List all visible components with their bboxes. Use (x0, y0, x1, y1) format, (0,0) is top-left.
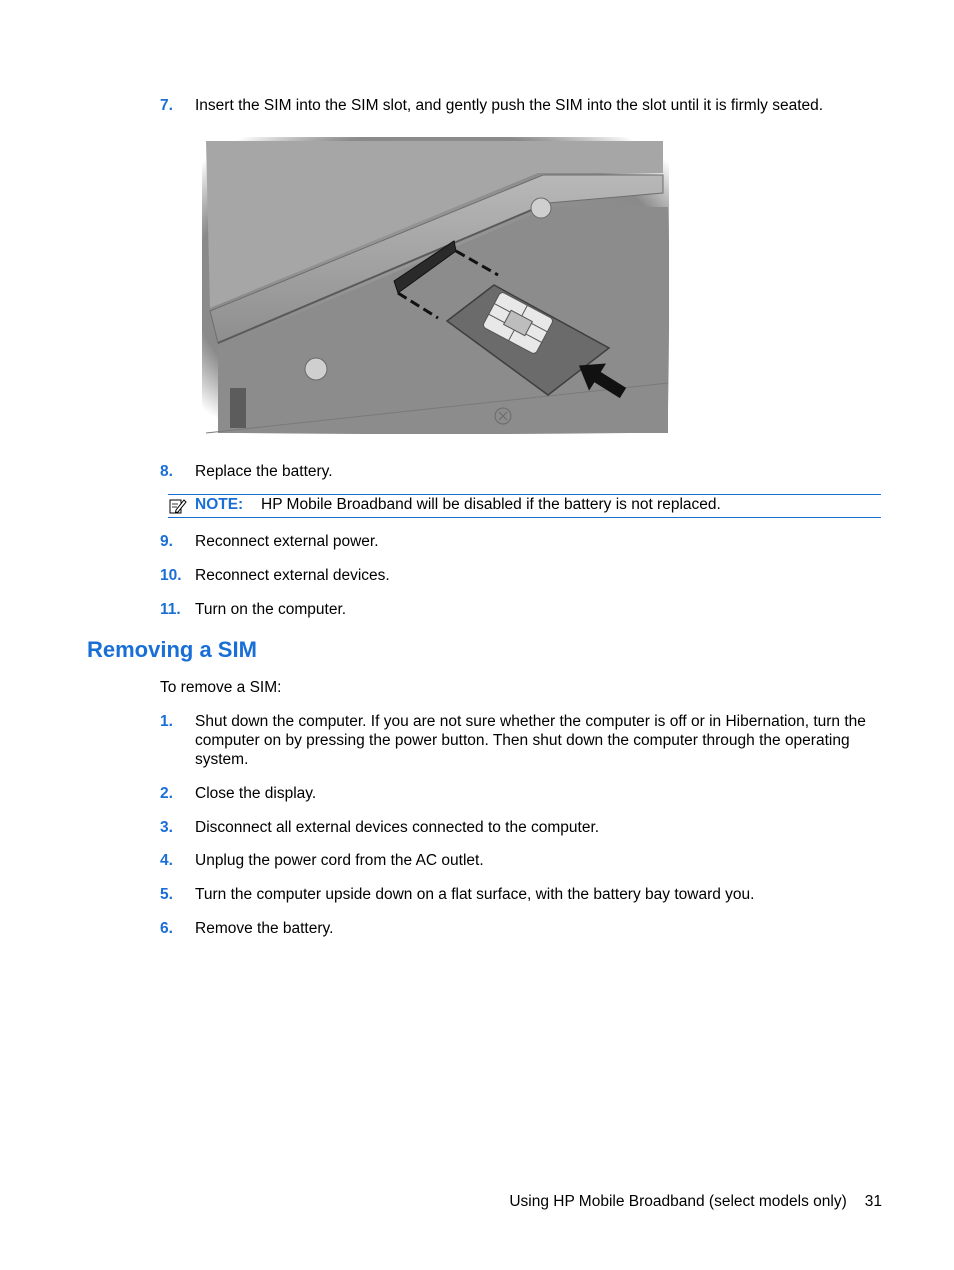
step-number: 7. (160, 97, 173, 114)
step-text: Remove the battery. (195, 920, 334, 937)
step-number: 1. (160, 713, 173, 730)
step-number: 11. (160, 601, 181, 618)
step-text: Reconnect external devices. (195, 567, 390, 584)
step-number: 5. (160, 886, 173, 903)
step-number: 6. (160, 920, 173, 937)
step-text: Insert the SIM into the SIM slot, and gently push the SIM into the slot until it is firmly seated. (195, 97, 824, 114)
step-text: Turn the computer upside down on a flat surface, with the battery bay toward you. (195, 886, 755, 903)
note-text: HP Mobile Broadband will be disabled if the battery is not replaced. (261, 496, 721, 513)
note-box (168, 494, 881, 518)
step-text: Turn on the computer. (195, 601, 347, 618)
section-heading: Removing a SIM (87, 637, 257, 662)
page-footer (509, 1193, 882, 1211)
step-number: 8. (160, 463, 173, 480)
page-number: 31 (864, 1193, 882, 1210)
step-text: Disconnect all external devices connected to the computer. (195, 819, 600, 836)
sim-insertion-illustration (198, 133, 673, 438)
step-number: 10. (160, 567, 182, 584)
step-text: Shut down the computer. If you are not sure whether the computer is off or in Hibernation, turn the computer on by pressing the power button. Then shut down the computer through the operating system. (195, 713, 866, 768)
step-text: Close the display. (195, 785, 317, 802)
footer-title: Using HP Mobile Broadband (select models only) (509, 1193, 847, 1210)
note-label: NOTE: (195, 496, 244, 513)
section-intro: To remove a SIM: (160, 679, 282, 696)
note-pencil-icon (169, 498, 187, 514)
step-number: 3. (160, 819, 173, 836)
step-number: 9. (160, 533, 173, 550)
step-text: Reconnect external power. (195, 533, 379, 550)
step-text: Unplug the power cord from the AC outlet. (195, 852, 484, 869)
step-text: Replace the battery. (195, 463, 333, 480)
step-number: 2. (160, 785, 173, 802)
step-number: 4. (160, 852, 173, 869)
